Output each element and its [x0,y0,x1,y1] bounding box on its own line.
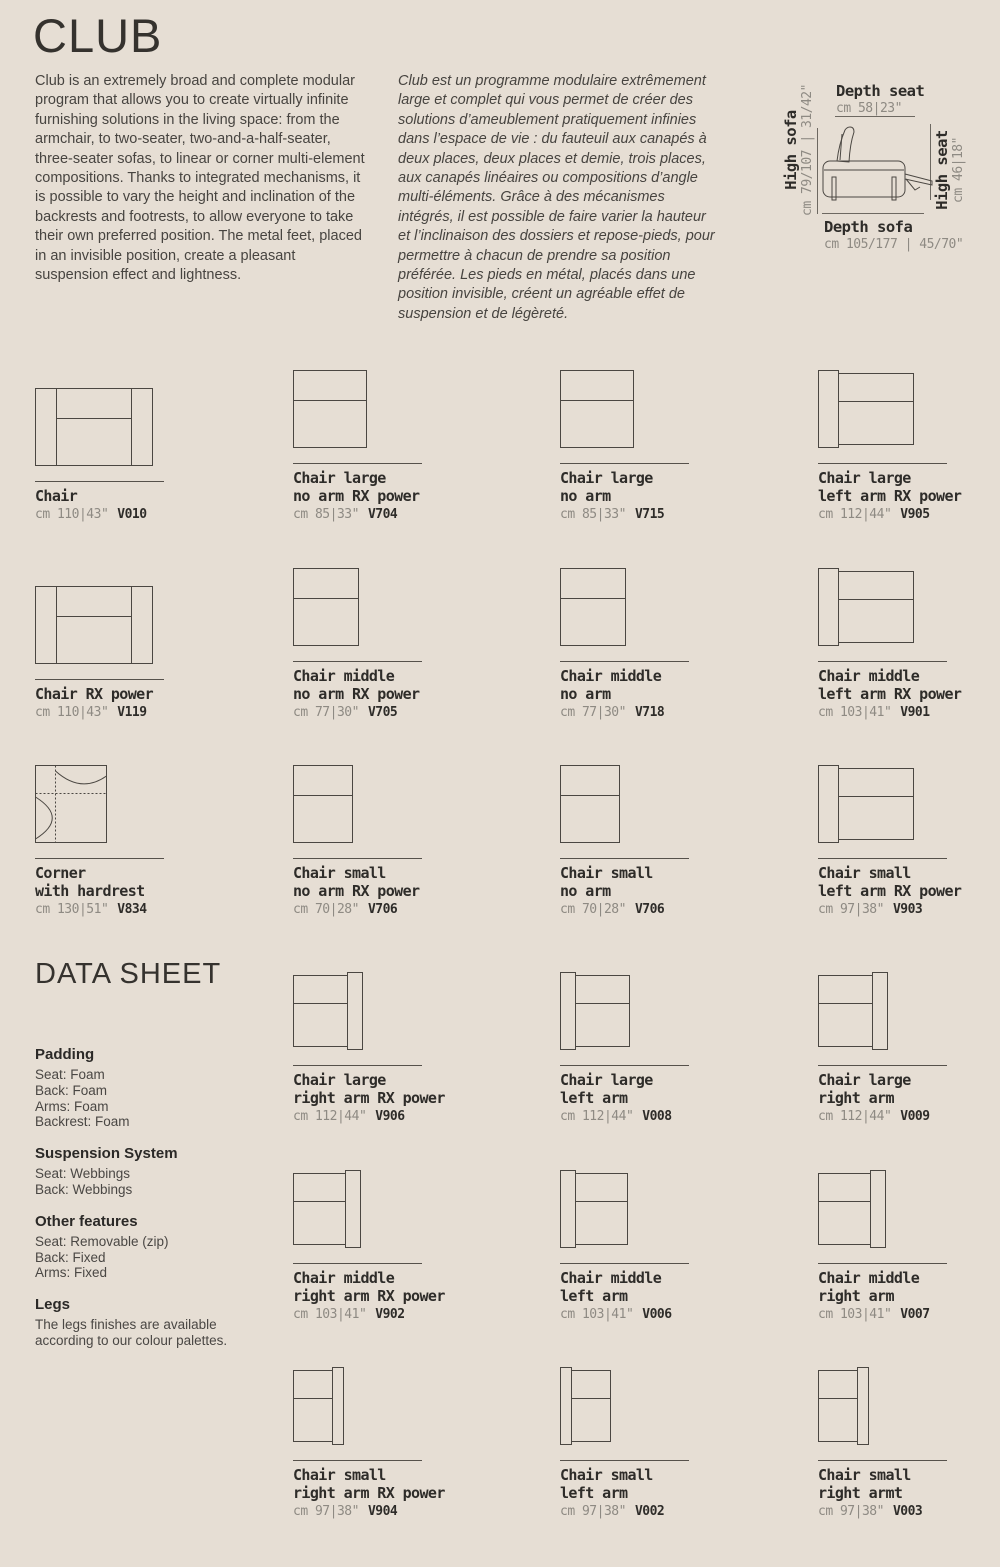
module-cell [560,1162,738,1322]
label-rule [35,679,164,680]
section-item: Back: Foam [35,1082,108,1098]
module-dims [818,1109,930,1124]
module-code: V010 [117,507,147,522]
module-cell [293,1162,471,1322]
module-cell [35,560,213,720]
module-title-line2: left arm [560,1484,628,1502]
module-title-line2: left arm RX power [818,487,962,505]
module-title: Chair large [818,1071,911,1089]
label-rule [818,463,947,464]
intro-paragraph-en: Club is an extremely broad and complete modular program that allows you to create virtually infinite furnishing solutions in the living space: from the armchair, to two-seater, two-and-a-half-seater, three-seater sofas, to linear or corner multi-element compositions. Thanks to integrated mechanisms, it is possible to vary the height and inclination of the backrests and footrests, to allow everyone to take their own preferred position. The metal feet, placed in an invisible position, create a pleasant suspension effect and lightness. [35,73,365,284]
section-title: Suspension System [35,1145,178,1163]
module-title: Chair middle [818,1269,920,1287]
label-rule [293,661,422,662]
module-title-line2: right arm RX power [293,1089,445,1107]
module-code: V904 [367,1504,398,1519]
module-diagram [560,1170,628,1253]
depth-sofa-value: cm 105/177 | 45/70" [824,237,964,252]
module-title-line2: left arm RX power [818,685,962,703]
module-diagram [293,972,363,1055]
dimension-diagram [760,66,995,266]
module-code: V902 [375,1307,405,1322]
label-rule [560,661,689,662]
module-cell [818,1359,996,1519]
datasheet-section-padding [35,1046,285,1130]
label-rule [560,858,689,859]
module-dims [560,1307,672,1322]
module-cell [293,757,471,917]
module-dims [560,507,664,522]
label-rule [560,1460,689,1461]
module-title: Chair small [818,864,911,882]
module-cell [293,560,471,720]
label-rule [35,481,164,482]
module-dims [818,1307,930,1322]
datasheet [35,1046,285,1364]
module-dims [35,705,147,720]
section-item: Back: Webbings [35,1181,133,1197]
module-cell [560,560,738,720]
module-title: Chair middle [293,1269,395,1287]
module-size: cm 112|44" [818,507,892,522]
section-item: Backrest: Foam [35,1114,130,1130]
module-title-line2: no arm RX power [293,882,420,900]
module-dims [35,902,147,917]
module-dims [293,902,397,917]
label-rule [818,1460,947,1461]
label-rule [35,858,164,859]
label-rule [818,858,947,859]
module-title: Chair large [818,469,911,487]
section-item: The legs finishes are available according to our colour palettes. [35,1317,228,1348]
module-title: Chair large [293,469,386,487]
module-title-line2: right armt [818,1484,903,1502]
section-item: Arms: Foam [35,1098,109,1114]
high-sofa-label: High sofa [782,110,800,190]
section-title: Legs [35,1296,71,1314]
module-diagram [818,568,914,651]
module-diagram [818,765,914,848]
module-size: cm 103|41" [818,705,892,720]
module-code: V008 [642,1109,672,1124]
label-rule [818,1263,947,1264]
depth-sofa-label: Depth sofa [824,218,913,236]
module-dims [293,1504,397,1519]
module-title-line2: right arm RX power [293,1484,445,1502]
module-code: V003 [892,1504,923,1519]
module-code: V715 [634,507,665,522]
label-rule [560,1263,689,1264]
module-cell [293,362,471,522]
module-size: cm 77|30" [293,705,359,720]
module-size: cm 112|44" [818,1109,892,1124]
section-item: Arms: Fixed [35,1265,108,1281]
module-diagram [560,765,620,848]
module-size: cm 103|41" [818,1307,892,1322]
label-rule [293,1263,422,1264]
datasheet-section-suspension [35,1145,285,1198]
module-size: cm 97|38" [818,1504,884,1519]
module-size: cm 85|33" [560,507,626,522]
module-diagram [560,1367,611,1450]
module-diagram [35,586,153,669]
module-cell [560,757,738,917]
module-diagram [293,1367,344,1450]
module-code: V119 [117,705,147,720]
module-title-line2: with hardrest [35,882,145,900]
module-size: cm 103|41" [293,1307,367,1322]
label-rule [293,463,422,464]
module-diagram [818,1367,869,1450]
module-diagram [293,370,367,453]
module-dims [293,1307,405,1322]
module-code: V905 [900,507,930,522]
module-cell [560,1359,738,1519]
module-diagram [293,1170,361,1253]
module-size: cm 110|43" [35,705,109,720]
label-rule [560,463,689,464]
module-title-line2: no arm RX power [293,487,420,505]
module-dims [293,705,397,720]
module-code: V704 [367,507,398,522]
module-title-line2: no arm [560,685,611,703]
module-code: V007 [900,1307,930,1322]
module-code: V002 [634,1504,665,1519]
module-diagram [560,568,626,651]
module-dims [818,507,930,522]
module-title: Chair middle [818,667,920,685]
section-title: Padding [35,1046,95,1063]
module-title: Chair small [560,864,653,882]
module-diagram [35,388,153,471]
module-title: Chair small [560,1466,653,1484]
label-rule [818,1065,947,1066]
module-title: Corner [35,864,86,882]
label-rule [293,858,422,859]
module-title-line2: no arm RX power [293,685,420,703]
high-seat-value: cm 46|18" [951,137,966,203]
label-rule [293,1065,422,1066]
module-size: cm 112|44" [560,1109,634,1124]
module-code: V834 [117,902,147,917]
module-dims [35,507,147,522]
module-diagram [818,1170,886,1253]
module-size: cm 70|28" [293,902,359,917]
module-code: V009 [900,1109,930,1124]
section-title: Other features [35,1212,138,1230]
module-cell [293,1359,471,1519]
module-size: cm 70|28" [560,902,626,917]
module-dims [818,902,922,917]
module-code: V906 [375,1109,405,1124]
module-size: cm 97|38" [818,902,884,917]
module-code: V706 [367,902,398,917]
module-cell [293,964,471,1124]
module-size: cm 97|38" [293,1504,359,1519]
datasheet-section-legs [35,1296,285,1349]
module-diagram [818,370,914,453]
module-dims [293,1109,405,1124]
module-title-line2: left arm [560,1089,628,1107]
module-diagram [293,765,353,848]
section-item: Seat: Foam [35,1067,105,1082]
module-cell [818,362,996,522]
module-cell [35,757,213,917]
section-item: Seat: Removable (zip) [35,1233,169,1249]
module-code: V705 [367,705,398,720]
module-dims [560,1109,672,1124]
module-title: Chair middle [560,1269,662,1287]
module-title-line2: left arm [560,1287,628,1305]
module-dims [560,902,664,917]
label-rule [560,1065,689,1066]
high-sofa-value: cm 79/107 | 31/42" [800,84,815,216]
module-size: cm 130|51" [35,902,109,917]
module-cell [818,1162,996,1322]
module-cell [818,964,996,1124]
module-title-line2: no arm [560,487,611,505]
module-title: Chair middle [293,667,395,685]
module-cell [560,362,738,522]
depth-seat-line [835,116,915,117]
module-title: Chair large [560,1071,653,1089]
depth-sofa-line [822,213,924,214]
module-title-line2: right arm [818,1089,894,1107]
module-title-line2: left arm RX power [818,882,962,900]
high-sofa-label-group [782,75,815,225]
module-title: Chair large [293,1071,386,1089]
module-cell [35,362,213,522]
module-size: cm 85|33" [293,507,359,522]
depth-seat-value: cm 58|23" [836,101,902,116]
module-code: V718 [634,705,665,720]
module-code: V901 [900,705,930,720]
module-size: cm 110|43" [35,507,109,522]
module-cell [818,560,996,720]
module-dims [818,1504,922,1519]
module-diagram [560,370,634,453]
module-title-line2: right arm [818,1287,894,1305]
high-sofa-line [817,128,818,214]
sofa-sketch [820,124,938,218]
module-size: cm 112|44" [293,1109,367,1124]
module-size: cm 103|41" [560,1307,634,1322]
module-diagram [818,972,888,1055]
page-title: CLUB [33,9,163,62]
module-code: V006 [642,1307,672,1322]
module-diagram [35,765,107,848]
module-cell [560,964,738,1124]
module-title: Chair small [293,864,386,882]
datasheet-section-other [35,1213,285,1281]
module-title-line2: right arm RX power [293,1287,445,1305]
label-rule [818,661,947,662]
module-cell [818,757,996,917]
section-item: Seat: Webbings [35,1166,131,1182]
module-dims [560,705,664,720]
depth-seat-label: Depth seat [836,82,925,100]
module-title: Chair large [560,469,653,487]
module-title: Chair [35,487,78,505]
module-title: Chair RX power [35,685,154,703]
module-diagram [560,972,630,1055]
module-title: Chair small [293,1466,386,1484]
section-item: Back: Fixed [35,1249,106,1265]
module-size: cm 77|30" [560,705,626,720]
label-rule [293,1460,422,1461]
module-size: cm 97|38" [560,1504,626,1519]
high-seat-label: High seat [933,130,951,210]
datasheet-title: DATA SHEET [35,958,222,990]
module-title: Chair small [818,1466,911,1484]
module-dims [560,1504,664,1519]
module-dims [293,507,397,522]
intro-paragraph-fr: Club est un programme modulaire extrêmement large et complet qui vous permet de créer des solutions d’ameublement pratiquement infinies dans l’espace de vie : du fauteuil aux canapés à deux places, deux places et demie, trois places, aux canapés linéaires ou compositions d’angle multi-éléments. Grâce à des mécanismes intégrés, il est possible de faire varier la hauteur et l’inclinaison des dossiers et repose-pieds, pour permettre à chacun de prendre sa position préférée. Les pieds en métal, placés dans une position invisible, créent un agréable effet de suspension et de légèreté. [398,73,715,322]
module-code: V706 [634,902,665,917]
module-dims [818,705,930,720]
module-title-line2: no arm [560,882,611,900]
module-code: V903 [892,902,923,917]
module-title: Chair middle [560,667,662,685]
module-diagram [293,568,359,651]
